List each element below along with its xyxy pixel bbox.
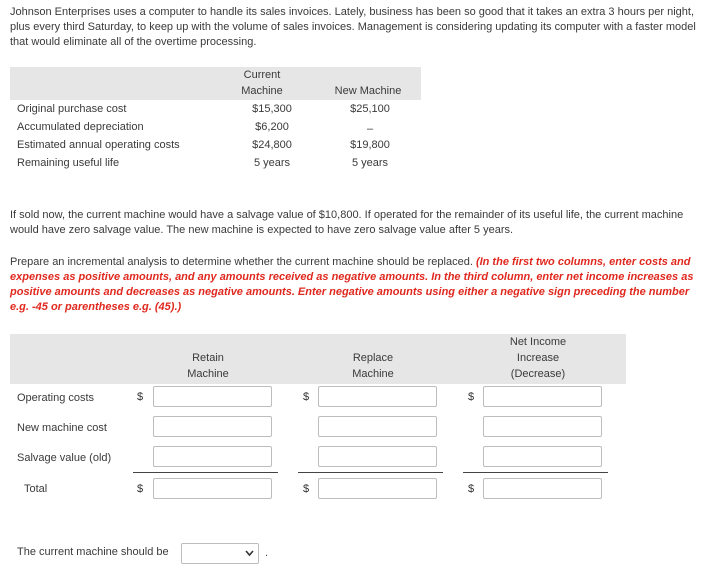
currency-symbol: $: [303, 483, 310, 495]
table1-current-value: $15,300: [252, 103, 292, 115]
operating-costs-net-income-input[interactable]: [483, 386, 602, 407]
total-rule-replace: [298, 472, 443, 473]
intro-paragraph: Johnson Enterprises uses a computer to handle its sales invoices. Lately, business has been so good that it takes an extra 3 hours per night, plus every third Saturday, to keep up with the volume of sales invoices. Management is considering updating its computer with a faster model that would eliminate all of the overtime processing.: [10, 6, 696, 48]
table1-col-current-line1: Current: [243, 69, 281, 81]
table2-col-replace-line1: Replace: [352, 352, 394, 364]
table1-row-label: Estimated annual operating costs: [17, 139, 180, 151]
salvage-value-replace-input[interactable]: [318, 446, 437, 467]
table2-row-label-new-machine-cost: New machine cost: [17, 422, 107, 434]
instructions-text: Prepare an incremental analysis to determine whether the current machine should be replaced.: [10, 256, 476, 268]
table1-row-label: Accumulated depreciation: [17, 121, 144, 133]
conclusion-period: .: [265, 547, 269, 559]
currency-symbol: $: [468, 483, 475, 495]
currency-symbol: $: [468, 391, 475, 403]
new-machine-cost-replace-input[interactable]: [318, 416, 437, 437]
operating-costs-retain-input[interactable]: [153, 386, 272, 407]
new-machine-cost-net-income-input[interactable]: [483, 416, 602, 437]
instructions-note: (In the first two columns, enter costs and expenses as positive amounts, and any amounts received as negative amounts. In the third column, enter net income increases as positive amounts and decreases as negative amounts. Enter negative amounts using either a negative sign preceding the number e.g. -45 or parentheses e.g. (45).): [10, 256, 694, 313]
currency-symbol: $: [137, 483, 144, 495]
table1-current-value: $24,800: [252, 139, 292, 151]
salvage-paragraph: If sold now, the current machine would have a salvage value of $10,800. If operated for the remainder of its useful life, the current machine would have zero salvage value. The new machine is expected to have zero salvage value after 5 years.: [10, 209, 684, 236]
table2-col-retain-line1: Retain: [192, 352, 224, 364]
currency-symbol: $: [303, 391, 310, 403]
table1-col-current-line2: Machine: [241, 85, 283, 97]
salvage-value-retain-input[interactable]: [153, 446, 272, 467]
table2-row-label-total: Total: [24, 483, 48, 495]
table1-new-value: $19,800: [350, 139, 390, 151]
currency-symbol: $: [137, 391, 144, 403]
table2-col-ni-line1: Net Income: [509, 336, 567, 348]
total-retain-input[interactable]: [153, 478, 272, 499]
conclusion-select[interactable]: [181, 543, 259, 564]
chevron-down-icon: [245, 550, 254, 557]
table1-current-value: 5 years: [253, 157, 291, 169]
table1-current-value: $6,200: [255, 121, 289, 133]
table2-col-replace-line2: Machine: [352, 368, 394, 380]
table1-new-value: $25,100: [350, 103, 390, 115]
table1-new-value: 5 years: [351, 157, 389, 169]
operating-costs-replace-input[interactable]: [318, 386, 437, 407]
table2-col-retain-line2: Machine: [187, 368, 229, 380]
total-replace-input[interactable]: [318, 478, 437, 499]
table1-new-value: –: [366, 123, 374, 135]
table1-col-new: New Machine: [334, 85, 402, 97]
table1-row-label: Original purchase cost: [17, 103, 127, 115]
table2-col-ni-line3: (Decrease): [510, 368, 566, 380]
total-rule-retain: [133, 472, 278, 473]
total-net-income-input[interactable]: [483, 478, 602, 499]
table2-row-label-operating-costs: Operating costs: [17, 392, 95, 404]
instructions-paragraph: [10, 255, 700, 315]
new-machine-cost-retain-input[interactable]: [153, 416, 272, 437]
salvage-value-net-income-input[interactable]: [483, 446, 602, 467]
total-rule-net-income: [463, 472, 608, 473]
table2-row-label-salvage-value: Salvage value (old): [17, 452, 112, 464]
table2-col-ni-line2: Increase: [516, 352, 560, 364]
table1-row-label: Remaining useful life: [17, 157, 120, 169]
conclusion-label: The current machine should be: [17, 546, 169, 558]
